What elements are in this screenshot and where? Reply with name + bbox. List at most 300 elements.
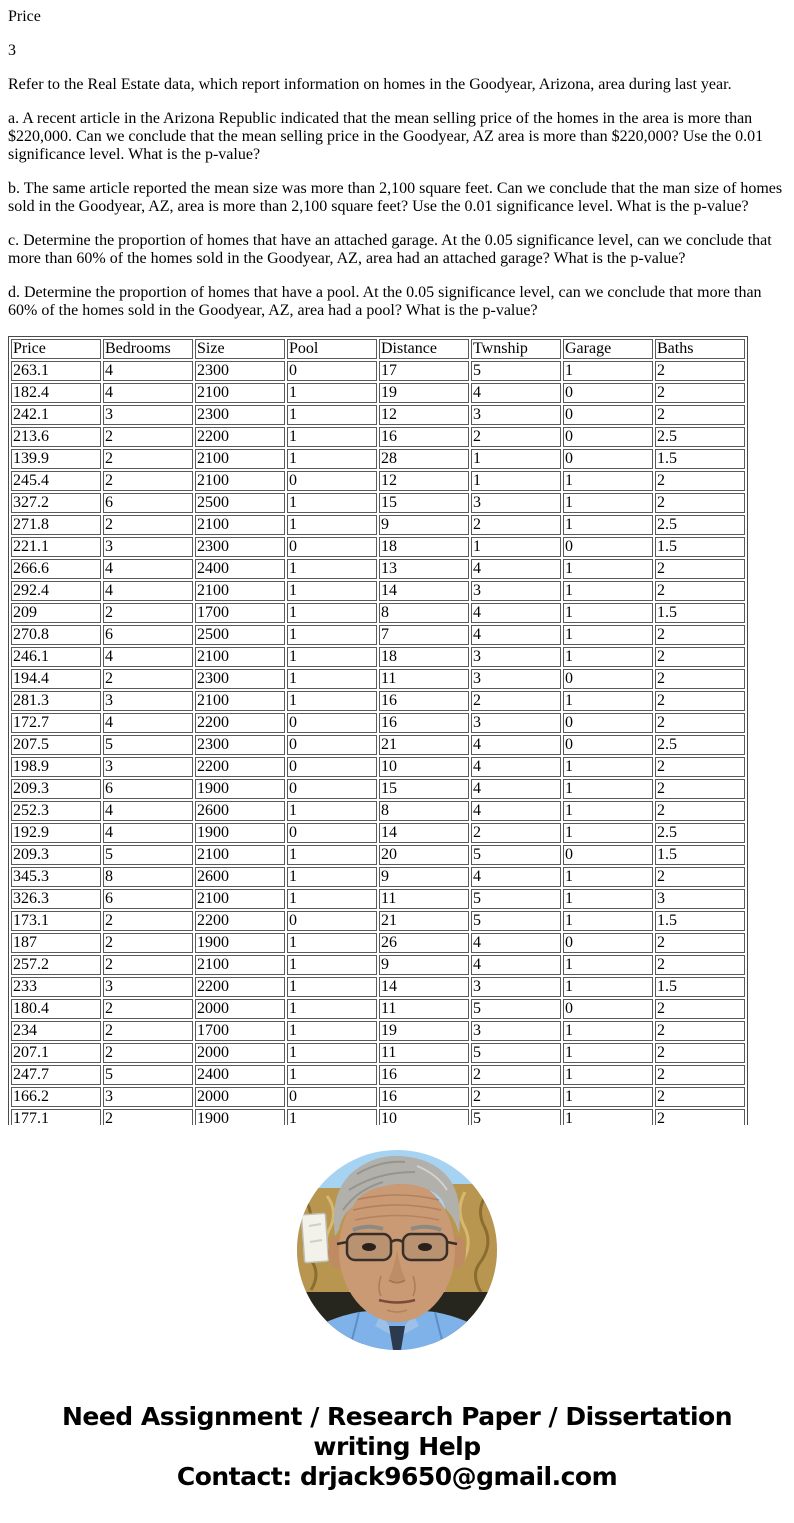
table-cell: 1 [563,603,653,623]
table-cell: 5 [471,1043,561,1063]
table-cell: 2600 [195,867,285,887]
table-cell: 12 [379,471,469,491]
table-cell: 247.7 [11,1065,101,1085]
table-cell: 1 [563,581,653,601]
table-cell: 1 [287,559,377,579]
table-cell: 0 [287,471,377,491]
intro-paragraph: Refer to the Real Estate data, which report information on homes in the Goodyear, Arizona, area during last year. [8,76,732,93]
table-cell: 3 [471,1021,561,1041]
table-cell: 3 [103,537,193,557]
question-d: d. Determine the proportion of homes that have a pool. At the 0.05 significance level, can we conclude that more than 60% of the homes sold in the Goodyear, AZ, area had a pool? What is the p-value? [8,284,762,319]
table-cell: 2 [655,779,745,799]
table-row [11,559,745,579]
table-cell: 2 [103,955,193,975]
table-cell: 1 [287,625,377,645]
table-cell: 187 [11,933,101,953]
table-cell: 3 [103,691,193,711]
table-cell: 4 [471,867,561,887]
table-row [11,1065,745,1085]
table-cell: 2 [655,757,745,777]
table-cell: 1 [287,889,377,909]
table-row [11,867,745,887]
table-cell: 6 [103,625,193,645]
table-cell: 198.9 [11,757,101,777]
table-cell: 28 [379,449,469,469]
table-row [11,911,745,931]
table-cell: 26 [379,933,469,953]
table-cell: 1 [471,471,561,491]
table-cell: 16 [379,713,469,733]
table-cell: 4 [471,625,561,645]
table-cell: 1 [287,1043,377,1063]
table-cell: 1 [563,1109,653,1125]
table-cell: 1 [563,779,653,799]
footer-line-2: writing Help [313,1432,481,1461]
table-row [11,757,745,777]
table-cell: 1 [563,559,653,579]
table-cell: 21 [379,911,469,931]
footer-contact-email: Contact: drjack9650@gmail.com [176,1462,618,1491]
table-cell: 0 [563,427,653,447]
table-cell: 2000 [195,999,285,1019]
table-cell: 19 [379,1021,469,1041]
table-cell: 257.2 [11,955,101,975]
table-cell: 2 [655,361,745,381]
table-cell: 1 [287,603,377,623]
table-row [11,603,745,623]
table-cell: 2 [655,867,745,887]
table-cell: 0 [563,669,653,689]
table-cell: 1.5 [655,977,745,997]
table-cell: 3 [655,889,745,909]
table-cell: 1 [563,955,653,975]
table-cell: 221.1 [11,537,101,557]
heading-price: Price [8,8,41,25]
table-cell: 2100 [195,471,285,491]
table-cell: 2100 [195,647,285,667]
table-cell: 21 [379,735,469,755]
table-cell: 4 [471,933,561,953]
table-cell: 2 [655,955,745,975]
table-cell: 1 [287,999,377,1019]
table-cell: 1 [563,1087,653,1107]
table-cell: 1 [287,515,377,535]
table-cell: 5 [103,845,193,865]
table-cell: 2.5 [655,427,745,447]
table-cell: 11 [379,999,469,1019]
table-cell: 2 [103,999,193,1019]
table-cell: 1900 [195,823,285,843]
table-cell: 1 [563,1043,653,1063]
table-row [11,537,745,557]
footer-banner [8,1402,786,1492]
table-cell: 233 [11,977,101,997]
table-cell: 4 [471,603,561,623]
table-cell: 4 [103,581,193,601]
table-cell: 16 [379,1065,469,1085]
table-row [11,999,745,1019]
table-cell: 4 [471,955,561,975]
table-cell: 2 [103,449,193,469]
table-row [11,889,745,909]
table-cell: 1 [563,823,653,843]
table-cell: 4 [471,383,561,403]
column-header: Bedrooms [103,339,193,359]
table-cell: 2600 [195,801,285,821]
table-row [11,361,745,381]
table-cell: 5 [471,845,561,865]
table-cell: 0 [287,361,377,381]
table-cell: 209.3 [11,779,101,799]
table-cell: 5 [471,999,561,1019]
table-cell: 2400 [195,559,285,579]
table-cell: 1 [287,647,377,667]
table-row [11,647,745,667]
table-row [11,427,745,447]
table-cell: 2 [103,427,193,447]
table-cell: 14 [379,823,469,843]
table-row [11,449,745,469]
table-cell: 1 [563,471,653,491]
table-cell: 1 [287,449,377,469]
table-cell: 4 [103,647,193,667]
table-row [11,933,745,953]
table-cell: 207.1 [11,1043,101,1063]
tutor-avatar [297,1150,497,1350]
table-cell: 9 [379,955,469,975]
table-cell: 3 [103,977,193,997]
table-cell: 2 [655,801,745,821]
table-cell: 194.4 [11,669,101,689]
table-cell: 2300 [195,537,285,557]
table-cell: 10 [379,1109,469,1125]
table-cell: 2.5 [655,735,745,755]
table-cell: 1700 [195,1021,285,1041]
table-cell: 1900 [195,779,285,799]
table-cell: 1700 [195,603,285,623]
table-cell: 5 [103,735,193,755]
table-cell: 6 [103,493,193,513]
table-cell: 12 [379,405,469,425]
table-cell: 1 [287,1065,377,1085]
table-cell: 1 [471,537,561,557]
table-cell: 245.4 [11,471,101,491]
table-cell: 2 [103,1021,193,1041]
table-cell: 266.6 [11,559,101,579]
table-cell: 192.9 [11,823,101,843]
table-cell: 242.1 [11,405,101,425]
table-row [11,823,745,843]
table-cell: 263.1 [11,361,101,381]
table-cell: 1 [563,625,653,645]
table-cell: 2100 [195,449,285,469]
table-cell: 2400 [195,1065,285,1085]
table-cell: 182.4 [11,383,101,403]
table-cell: 246.1 [11,647,101,667]
column-header: Baths [655,339,745,359]
table-cell: 271.8 [11,515,101,535]
table-cell: 2 [655,1065,745,1085]
table-cell: 1 [287,691,377,711]
table-cell: 2 [103,603,193,623]
real-estate-table-container [8,336,786,1125]
table-cell: 3 [471,493,561,513]
table-cell: 281.3 [11,691,101,711]
page-number: 3 [8,42,16,59]
table-cell: 1 [563,977,653,997]
table-cell: 2500 [195,493,285,513]
table-row [11,581,745,601]
table-cell: 1 [287,581,377,601]
table-cell: 270.8 [11,625,101,645]
table-cell: 0 [563,537,653,557]
person-portrait-icon [297,1150,497,1350]
table-cell: 4 [103,713,193,733]
table-cell: 2 [655,933,745,953]
table-row [11,669,745,689]
table-cell: 2 [655,1087,745,1107]
table-cell: 1 [287,801,377,821]
table-cell: 1 [287,977,377,997]
table-cell: 234 [11,1021,101,1041]
table-cell: 3 [103,1087,193,1107]
table-cell: 2 [655,493,745,513]
table-cell: 2 [103,911,193,931]
table-cell: 1 [287,1109,377,1125]
table-cell: 2 [655,383,745,403]
table-cell: 209.3 [11,845,101,865]
table-cell: 9 [379,867,469,887]
table-cell: 18 [379,647,469,667]
table-cell: 0 [287,713,377,733]
table-cell: 173.1 [11,911,101,931]
table-cell: 166.2 [11,1087,101,1107]
table-row [11,471,745,491]
table-cell: 7 [379,625,469,645]
table-cell: 2000 [195,1087,285,1107]
table-cell: 3 [103,757,193,777]
table-cell: 4 [103,383,193,403]
table-cell: 1900 [195,933,285,953]
table-cell: 2300 [195,735,285,755]
table-cell: 139.9 [11,449,101,469]
table-cell: 4 [471,559,561,579]
column-header: Pool [287,339,377,359]
table-cell: 2100 [195,581,285,601]
table-cell: 1 [287,427,377,447]
table-cell: 0 [287,757,377,777]
table-cell: 2200 [195,427,285,447]
table-cell: 2 [655,1043,745,1063]
table-cell: 8 [379,603,469,623]
question-c: c. Determine the proportion of homes that have an attached garage. At the 0.05 significance level, can we conclude that more than 60% of the homes sold in the Goodyear, AZ, area had an attached garage? What is the p-value? [8,232,772,267]
table-cell: 1 [563,801,653,821]
table-cell: 0 [563,845,653,865]
table-cell: 2100 [195,515,285,535]
table-cell: 177.1 [11,1109,101,1125]
table-cell: 1 [563,361,653,381]
table-cell: 2 [103,1043,193,1063]
table-cell: 1 [563,493,653,513]
table-cell: 2 [103,933,193,953]
table-row [11,383,745,403]
table-cell: 207.5 [11,735,101,755]
table-cell: 326.3 [11,889,101,909]
table-cell: 252.3 [11,801,101,821]
table-cell: 1 [563,1021,653,1041]
table-row [11,955,745,975]
table-cell: 2 [655,471,745,491]
table-cell: 1900 [195,1109,285,1125]
table-cell: 6 [103,779,193,799]
table-row [11,735,745,755]
table-cell: 0 [287,735,377,755]
table-cell: 0 [563,999,653,1019]
table-cell: 1 [471,449,561,469]
table-cell: 13 [379,559,469,579]
table-cell: 1.5 [655,449,745,469]
table-cell: 2 [471,691,561,711]
table-cell: 2300 [195,405,285,425]
table-cell: 2 [471,823,561,843]
table-cell: 1 [287,867,377,887]
table-cell: 5 [471,911,561,931]
table-cell: 1.5 [655,911,745,931]
table-cell: 1 [563,515,653,535]
table-row [11,1021,745,1041]
table-cell: 0 [287,911,377,931]
table-cell: 209 [11,603,101,623]
table-cell: 4 [471,735,561,755]
table-header-row [11,339,745,359]
table-cell: 3 [471,581,561,601]
column-header: Size [195,339,285,359]
table-cell: 3 [471,669,561,689]
table-cell: 2.5 [655,823,745,843]
table-cell: 1 [287,405,377,425]
question-b: b. The same article reported the mean size was more than 2,100 square feet. Can we conclude that the man size of homes sold in the Goodyear, AZ, area is more than 2,100 square feet? Use the 0.01 significance level. What is the p-value? [8,180,783,215]
table-cell: 5 [471,1109,561,1125]
table-cell: 0 [563,405,653,425]
table-cell: 1 [287,383,377,403]
table-cell: 0 [563,449,653,469]
table-cell: 2100 [195,955,285,975]
table-row [11,515,745,535]
table-cell: 2 [655,1021,745,1041]
table-row [11,845,745,865]
column-header: Price [11,339,101,359]
table-row [11,405,745,425]
table-cell: 2 [655,625,745,645]
table-cell: 0 [563,933,653,953]
table-cell: 2200 [195,757,285,777]
table-row [11,691,745,711]
table-cell: 1 [287,493,377,513]
table-cell: 2 [103,515,193,535]
table-cell: 1 [287,1021,377,1041]
table-cell: 213.6 [11,427,101,447]
table-cell: 10 [379,757,469,777]
table-cell: 14 [379,977,469,997]
table-cell: 0 [287,779,377,799]
table-cell: 2200 [195,713,285,733]
table-cell: 4 [103,559,193,579]
table-cell: 15 [379,779,469,799]
table-cell: 2100 [195,845,285,865]
table-cell: 11 [379,1043,469,1063]
table-cell: 2 [655,713,745,733]
table-cell: 5 [471,361,561,381]
table-cell: 2200 [195,911,285,931]
table-row [11,779,745,799]
table-cell: 1 [563,889,653,909]
table-cell: 2 [655,405,745,425]
table-row [11,713,745,733]
table-cell: 2 [471,427,561,447]
table-cell: 2200 [195,977,285,997]
table-cell: 4 [471,801,561,821]
table-row [11,625,745,645]
table-cell: 8 [379,801,469,821]
table-cell: 0 [563,735,653,755]
table-cell: 0 [287,537,377,557]
table-cell: 1 [563,691,653,711]
column-header: Garage [563,339,653,359]
table-row [11,977,745,997]
table-cell: 1 [287,933,377,953]
table-cell: 4 [471,757,561,777]
table-cell: 14 [379,581,469,601]
table-cell: 1 [563,911,653,931]
table-cell: 2 [471,1087,561,1107]
table-cell: 6 [103,889,193,909]
table-cell: 11 [379,669,469,689]
table-cell: 3 [471,405,561,425]
table-cell: 0 [287,1087,377,1107]
table-cell: 3 [103,405,193,425]
table-cell: 2 [103,1109,193,1125]
table-cell: 0 [287,823,377,843]
table-row [11,1043,745,1063]
table-cell: 2100 [195,889,285,909]
table-cell: 2 [471,1065,561,1085]
table-cell: 15 [379,493,469,513]
table-cell: 20 [379,845,469,865]
column-header: Distance [379,339,469,359]
table-cell: 2100 [195,383,285,403]
table-cell: 8 [103,867,193,887]
table-cell: 327.2 [11,493,101,513]
footer-line-1: Need Assignment / Research Paper / Dissertation [61,1402,733,1431]
table-cell: 17 [379,361,469,381]
table-cell: 1.5 [655,845,745,865]
table-cell: 2 [471,515,561,535]
table-cell: 4 [103,361,193,381]
table-cell: 0 [563,713,653,733]
table-cell: 2500 [195,625,285,645]
table-cell: 180.4 [11,999,101,1019]
table-cell: 2 [655,647,745,667]
table-cell: 292.4 [11,581,101,601]
table-cell: 4 [103,823,193,843]
table-cell: 3 [471,977,561,997]
table-cell: 3 [471,647,561,667]
table-cell: 1 [563,867,653,887]
table-cell: 2 [655,581,745,601]
table-cell: 1 [563,1065,653,1085]
table-cell: 18 [379,537,469,557]
table-cell: 2 [103,471,193,491]
